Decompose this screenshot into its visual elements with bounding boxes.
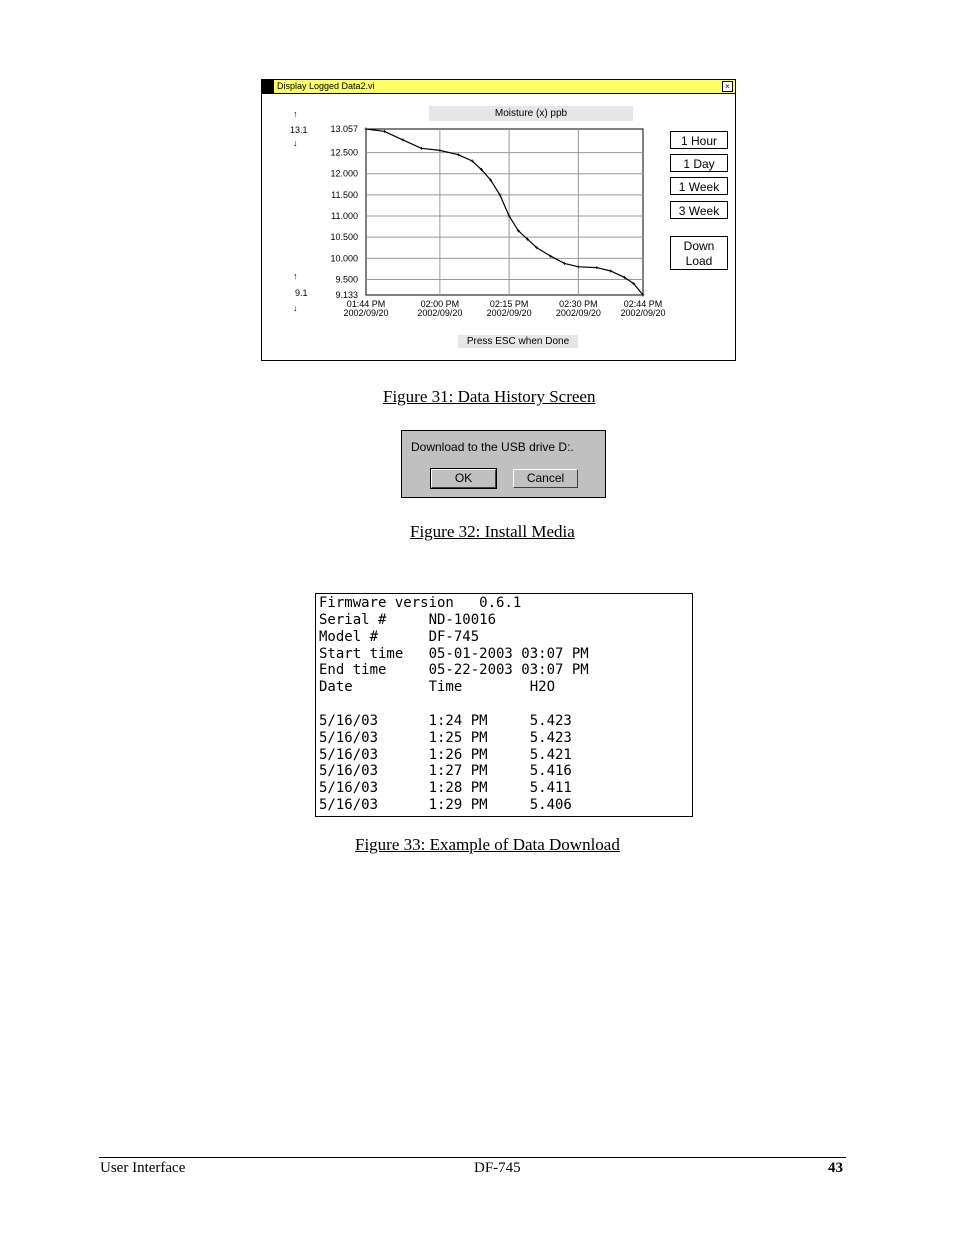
range-button-1-hour[interactable]: 1 Hour <box>670 131 728 149</box>
y-tick-label: 9.500 <box>335 274 358 285</box>
download-button[interactable] <box>670 236 728 270</box>
footer-page-number: 43 <box>828 1160 843 1176</box>
y-tick-label: 11.000 <box>331 211 358 222</box>
footer-product: DF-745 <box>474 1160 521 1176</box>
x-tick-time: 02:15 PM <box>489 299 529 309</box>
x-tick-date: 2002/09/20 <box>486 308 532 318</box>
dialog-message: Download to the USB drive D:. <box>411 440 574 454</box>
download-line: Serial # ND-10016 <box>319 612 497 628</box>
lower-scale-up-icon[interactable]: ↑ <box>293 271 298 281</box>
x-tick-date: 2002/09/20 <box>343 308 389 318</box>
y-tick-label: 13.057 <box>330 124 358 134</box>
download-line: Start time 05-01-2003 03:07 PM <box>319 646 589 662</box>
data-point <box>577 265 580 268</box>
data-point <box>365 128 368 131</box>
lower-scale-value: 9.1 <box>295 288 308 298</box>
x-tick-time: 02:00 PM <box>420 299 460 309</box>
y-tick-label: 11.500 <box>331 189 358 200</box>
upper-scale-up-icon[interactable]: ↑ <box>293 109 298 119</box>
plot-title: Moisture (x) ppb <box>429 106 633 121</box>
download-line: 5/16/03 1:25 PM 5.423 <box>319 730 572 746</box>
figure33-caption: Figure 33: Example of Data Download <box>355 835 620 854</box>
download-line: End time 05-22-2003 03:07 PM <box>319 662 589 678</box>
data-history-window <box>261 79 736 361</box>
range-button-1-week[interactable]: 1 Week <box>670 177 728 195</box>
window-title: Display Logged Data2.vi <box>277 81 375 91</box>
range-button-3-week[interactable]: 3 Week <box>670 201 728 219</box>
moisture-series-line <box>366 129 643 295</box>
x-tick-date: 2002/09/20 <box>417 308 463 318</box>
download-line: Firmware version 0.6.1 <box>319 595 522 611</box>
y-tick-label: 12.000 <box>330 168 358 179</box>
download-line: Date Time H2O <box>319 679 556 695</box>
download-line: 5/16/03 1:29 PM 5.406 <box>319 797 572 813</box>
data-point <box>438 149 441 152</box>
x-tick-time: 02:30 PM <box>559 299 598 309</box>
range-button-1-day[interactable]: 1 Day <box>670 154 728 172</box>
y-tick-label: 9.133 <box>335 290 358 300</box>
x-tick-time: 02:44 PM <box>623 299 663 309</box>
figure32-caption: Figure 32: Install Media <box>410 522 575 541</box>
close-icon[interactable]: × <box>722 81 733 92</box>
download-line: 5/16/03 1:26 PM 5.421 <box>319 747 572 763</box>
x-tick-date: 2002/09/20 <box>620 308 666 318</box>
upper-scale-down-icon[interactable]: ↓ <box>293 138 298 148</box>
y-tick-label: 10.500 <box>330 232 358 243</box>
download-line: Model # DF-745 <box>319 629 480 645</box>
cancel-button[interactable]: Cancel <box>513 469 578 488</box>
moisture-chart <box>262 80 735 360</box>
download-button-label-line2: Load <box>685 254 713 268</box>
press-esc-label: Press ESC when Done <box>458 335 578 348</box>
upper-scale-value: 13.1 <box>290 125 308 135</box>
lower-scale-down-icon[interactable]: ↓ <box>293 303 298 313</box>
footer-section: User Interface <box>100 1160 186 1176</box>
download-line: 5/16/03 1:24 PM 5.423 <box>319 713 572 729</box>
data-download-text <box>315 593 693 817</box>
download-line: 5/16/03 1:28 PM 5.411 <box>319 780 572 796</box>
x-tick-time: 01:44 PM <box>346 299 386 309</box>
y-tick-label: 12.500 <box>330 147 358 158</box>
download-button-label-line1: Down <box>683 239 715 253</box>
install-media-dialog <box>401 430 606 498</box>
x-tick-date: 2002/09/20 <box>555 308 601 318</box>
footer-rule <box>99 1157 846 1158</box>
y-tick-label: 10.000 <box>330 253 358 264</box>
data-point <box>595 266 598 269</box>
download-line: 5/16/03 1:27 PM 5.416 <box>319 763 572 779</box>
ok-button[interactable]: OK <box>431 469 496 488</box>
figure31-caption: Figure 31: Data History Screen <box>383 387 596 406</box>
plot-area <box>366 129 643 295</box>
